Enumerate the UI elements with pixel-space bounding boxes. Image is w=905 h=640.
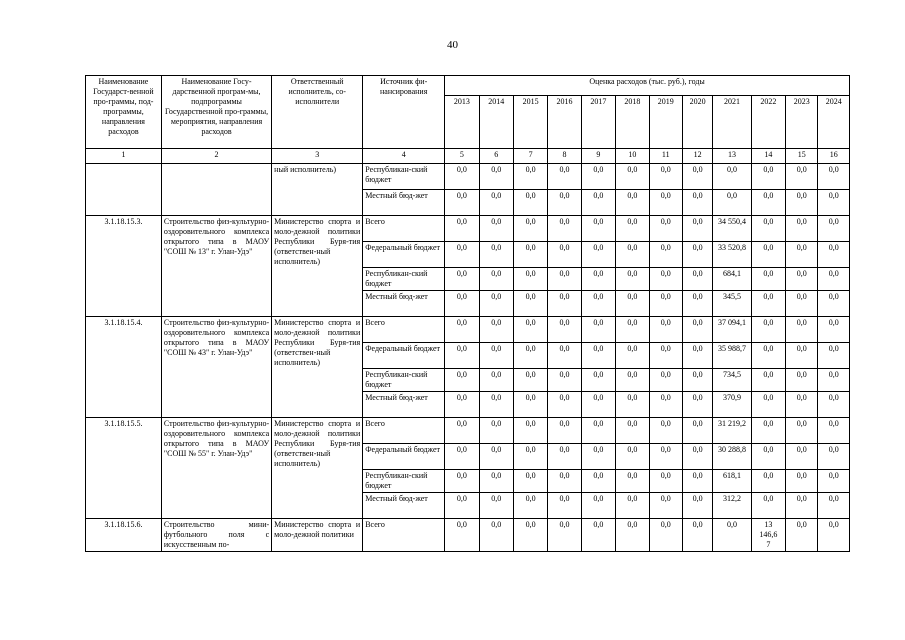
value-cell: 0,0 xyxy=(786,291,818,317)
value-cell: 0,0 xyxy=(649,369,682,392)
header-source: Источник фи-нансирования xyxy=(363,76,445,149)
column-number: 16 xyxy=(818,149,850,164)
source-cell: Республикан-ский бюджет xyxy=(363,268,445,291)
value-cell: 0,0 xyxy=(513,164,547,190)
value-cell: 0,0 xyxy=(581,164,615,190)
column-number: 11 xyxy=(649,149,682,164)
value-cell: 618,1 xyxy=(713,470,751,493)
value-cell: 0,0 xyxy=(616,216,649,242)
value-cell: 0,0 xyxy=(682,392,712,418)
value-cell: 0,0 xyxy=(751,493,785,519)
value-cell: 0,0 xyxy=(479,369,513,392)
header-measure: Наименование Госу-дарственной програм-мы, подпрограммы Государственной про-граммы, мероприятия, направления расходов xyxy=(161,76,271,149)
source-cell: Всего xyxy=(363,418,445,444)
value-cell: 0,0 xyxy=(513,369,547,392)
source-cell: Всего xyxy=(363,317,445,343)
value-cell: 0,0 xyxy=(818,317,850,343)
value-cell: 0,0 xyxy=(548,418,581,444)
value-cell: 0,0 xyxy=(479,493,513,519)
value-cell: 0,0 xyxy=(786,268,818,291)
value-cell: 0,0 xyxy=(818,291,850,317)
value-cell: 0,0 xyxy=(445,444,479,470)
value-cell: 0,0 xyxy=(713,519,751,552)
value-cell: 0,0 xyxy=(445,164,479,190)
source-cell: Всего xyxy=(363,216,445,242)
program-cell xyxy=(86,164,162,216)
value-cell: 0,0 xyxy=(682,369,712,392)
value-cell: 0,0 xyxy=(649,493,682,519)
value-cell: 0,0 xyxy=(548,444,581,470)
source-cell: Местный бюд-жет xyxy=(363,291,445,317)
source-cell: Федеральный бюджет xyxy=(363,444,445,470)
value-cell: 0,0 xyxy=(616,470,649,493)
value-cell: 0,0 xyxy=(682,268,712,291)
value-cell: 0,0 xyxy=(682,343,712,369)
header-year: 2021 xyxy=(713,96,751,149)
value-cell: 0,0 xyxy=(682,291,712,317)
column-number: 6 xyxy=(479,149,513,164)
column-number: 13 xyxy=(713,149,751,164)
value-cell: 0,0 xyxy=(445,369,479,392)
value-cell: 0,0 xyxy=(479,190,513,216)
value-cell: 0,0 xyxy=(818,164,850,190)
value-cell: 0,0 xyxy=(818,369,850,392)
value-cell: 0,0 xyxy=(751,343,785,369)
value-cell: 0,0 xyxy=(616,190,649,216)
value-cell: 0,0 xyxy=(548,470,581,493)
header-year: 2023 xyxy=(786,96,818,149)
value-cell: 0,0 xyxy=(751,369,785,392)
value-cell: 370,9 xyxy=(713,392,751,418)
value-cell: 0,0 xyxy=(616,418,649,444)
column-number: 2 xyxy=(161,149,271,164)
value-cell: 0,0 xyxy=(682,242,712,268)
value-cell: 0,0 xyxy=(818,444,850,470)
value-cell: 0,0 xyxy=(548,317,581,343)
value-cell: 0,0 xyxy=(713,190,751,216)
value-cell: 0,0 xyxy=(445,418,479,444)
value-cell: 0,0 xyxy=(649,444,682,470)
value-cell: 0,0 xyxy=(445,470,479,493)
value-cell: 0,0 xyxy=(751,418,785,444)
value-cell: 0,0 xyxy=(818,216,850,242)
value-cell: 0,0 xyxy=(479,164,513,190)
column-number: 3 xyxy=(272,149,363,164)
value-cell: 0,0 xyxy=(581,268,615,291)
value-cell: 0,0 xyxy=(479,519,513,552)
value-cell: 0,0 xyxy=(445,317,479,343)
value-cell: 0,0 xyxy=(445,291,479,317)
header-row xyxy=(86,76,850,96)
value-cell: 0,0 xyxy=(581,418,615,444)
value-cell: 0,0 xyxy=(513,291,547,317)
value-cell: 0,0 xyxy=(818,493,850,519)
value-cell: 0,0 xyxy=(786,317,818,343)
value-cell: 0,0 xyxy=(479,242,513,268)
value-cell: 30 288,8 xyxy=(713,444,751,470)
header-year: 2016 xyxy=(548,96,581,149)
value-cell: 34 550,4 xyxy=(713,216,751,242)
value-cell: 734,5 xyxy=(713,369,751,392)
header-year: 2013 xyxy=(445,96,479,149)
header-program: Наименование Государст-венной про-граммы, под-программы, направления расходов xyxy=(86,76,162,149)
value-cell: 0,0 xyxy=(548,190,581,216)
value-cell: 0,0 xyxy=(682,418,712,444)
value-cell: 0,0 xyxy=(818,268,850,291)
value-cell: 0,0 xyxy=(581,369,615,392)
value-cell: 0,0 xyxy=(548,164,581,190)
table-row xyxy=(86,519,850,552)
value-cell: 0,0 xyxy=(479,268,513,291)
value-cell: 0,0 xyxy=(445,493,479,519)
value-cell: 0,0 xyxy=(786,190,818,216)
measure-name: Строительство физ-культурно-оздоровительного комплекса открытого типа в МАОУ "СОШ № 43" г. Улан-Удэ" xyxy=(161,317,271,418)
value-cell: 0,0 xyxy=(616,268,649,291)
value-cell: 37 094,1 xyxy=(713,317,751,343)
value-cell: 0,0 xyxy=(818,392,850,418)
budget-table xyxy=(85,75,850,552)
value-cell: 0,0 xyxy=(751,470,785,493)
table-row xyxy=(86,216,850,242)
value-cell: 0,0 xyxy=(581,343,615,369)
value-cell: 0,0 xyxy=(751,242,785,268)
value-cell: 35 988,7 xyxy=(713,343,751,369)
value-cell: 0,0 xyxy=(786,418,818,444)
value-cell: 0,0 xyxy=(513,268,547,291)
value-cell: 0,0 xyxy=(548,268,581,291)
value-cell: 0,0 xyxy=(513,216,547,242)
value-cell: 0,0 xyxy=(818,519,850,552)
value-cell: 0,0 xyxy=(616,519,649,552)
value-cell: 0,0 xyxy=(479,216,513,242)
value-cell: 33 520,8 xyxy=(713,242,751,268)
column-number: 14 xyxy=(751,149,785,164)
value-cell: 0,0 xyxy=(649,317,682,343)
value-cell: 312,2 xyxy=(713,493,751,519)
value-cell: 0,0 xyxy=(682,317,712,343)
source-cell: Местный бюд-жет xyxy=(363,392,445,418)
executor-cell: Министерство спорта и моло-дежной политики Республики Буря-тия (ответствен-ный исполнитель) xyxy=(272,216,363,317)
source-cell: Федеральный бюджет xyxy=(363,242,445,268)
header-year: 2019 xyxy=(649,96,682,149)
value-cell: 0,0 xyxy=(649,418,682,444)
column-number: 4 xyxy=(363,149,445,164)
table-row xyxy=(86,418,850,444)
value-cell: 0,0 xyxy=(818,242,850,268)
value-cell: 0,0 xyxy=(479,470,513,493)
source-cell: Федеральный бюджет xyxy=(363,343,445,369)
value-cell: 0,0 xyxy=(818,190,850,216)
source-cell: Республикан-ский бюджет xyxy=(363,470,445,493)
value-cell: 0,0 xyxy=(751,268,785,291)
value-cell: 0,0 xyxy=(616,444,649,470)
value-cell: 0,0 xyxy=(786,392,818,418)
value-cell: 0,0 xyxy=(445,190,479,216)
value-cell: 0,0 xyxy=(751,291,785,317)
measure-cell xyxy=(161,164,271,216)
value-cell: 0,0 xyxy=(513,343,547,369)
value-cell: 0,0 xyxy=(649,216,682,242)
value-cell: 0,0 xyxy=(818,343,850,369)
value-cell: 0,0 xyxy=(751,164,785,190)
value-cell: 0,0 xyxy=(649,343,682,369)
value-cell: 0,0 xyxy=(581,317,615,343)
value-cell: 0,0 xyxy=(548,216,581,242)
value-cell: 0,0 xyxy=(479,418,513,444)
value-cell: 0,0 xyxy=(786,343,818,369)
value-cell: 0,0 xyxy=(581,392,615,418)
value-cell: 684,1 xyxy=(713,268,751,291)
value-cell: 0,0 xyxy=(682,470,712,493)
value-cell: 0,0 xyxy=(818,418,850,444)
item-code: 3.1.18.15.6. xyxy=(86,519,162,552)
value-cell: 0,0 xyxy=(616,242,649,268)
value-cell: 0,0 xyxy=(445,343,479,369)
source-cell: Местный бюд-жет xyxy=(363,493,445,519)
value-cell: 0,0 xyxy=(548,242,581,268)
value-cell: 0,0 xyxy=(548,343,581,369)
value-cell: 0,0 xyxy=(479,392,513,418)
value-cell: 345,5 xyxy=(713,291,751,317)
value-cell: 0,0 xyxy=(751,392,785,418)
value-cell: 0,0 xyxy=(786,164,818,190)
measure-name: Строительство физ-культурно-оздоровительного комплекса открытого типа в МАОУ "СОШ № 13" г. Улан-Удэ" xyxy=(161,216,271,317)
value-cell: 0,0 xyxy=(649,392,682,418)
table-body xyxy=(86,164,850,552)
value-cell: 0,0 xyxy=(751,190,785,216)
value-cell: 0,0 xyxy=(616,493,649,519)
value-cell: 0,0 xyxy=(751,216,785,242)
source-cell: Республикан-ский бюджет xyxy=(363,369,445,392)
value-cell: 0,0 xyxy=(581,190,615,216)
value-cell: 0,0 xyxy=(616,343,649,369)
value-cell: 0,0 xyxy=(682,216,712,242)
value-cell: 0,0 xyxy=(445,216,479,242)
table-row xyxy=(86,164,850,190)
value-cell: 0,0 xyxy=(513,418,547,444)
value-cell: 0,0 xyxy=(649,242,682,268)
value-cell: 0,0 xyxy=(581,493,615,519)
executor-cell: ный исполнитель) xyxy=(272,164,363,216)
executor-cell: Министерство спорта и моло-дежной политики xyxy=(272,519,363,552)
value-cell: 0,0 xyxy=(786,242,818,268)
value-cell: 0,0 xyxy=(548,291,581,317)
value-cell: 0,0 xyxy=(616,369,649,392)
value-cell: 0,0 xyxy=(649,519,682,552)
value-cell: 0,0 xyxy=(786,369,818,392)
value-cell: 0,0 xyxy=(548,369,581,392)
executor-cell: Министерство спорта и моло-дежной политики Республики Буря-тия (ответствен-ный исполнитель) xyxy=(272,418,363,519)
value-cell: 0,0 xyxy=(818,470,850,493)
column-number: 5 xyxy=(445,149,479,164)
column-number: 9 xyxy=(581,149,615,164)
column-number: 15 xyxy=(786,149,818,164)
value-cell: 0,0 xyxy=(786,216,818,242)
value-cell: 0,0 xyxy=(649,268,682,291)
value-cell: 0,0 xyxy=(479,291,513,317)
header-year: 2015 xyxy=(513,96,547,149)
value-cell: 0,0 xyxy=(513,519,547,552)
value-cell: 0,0 xyxy=(682,444,712,470)
value-cell: 0,0 xyxy=(786,470,818,493)
value-cell: 0,0 xyxy=(682,493,712,519)
value-cell: 31 219,2 xyxy=(713,418,751,444)
header-year: 2014 xyxy=(479,96,513,149)
value-cell: 0,0 xyxy=(751,317,785,343)
value-cell: 0,0 xyxy=(581,519,615,552)
value-cell: 0,0 xyxy=(649,470,682,493)
header-executor: Ответственный исполнитель, со-исполнители xyxy=(272,76,363,149)
header-year: 2020 xyxy=(682,96,712,149)
value-cell: 0,0 xyxy=(513,493,547,519)
value-cell: 0,0 xyxy=(479,343,513,369)
source-cell: Местный бюд-жет xyxy=(363,190,445,216)
value-cell: 0,0 xyxy=(513,190,547,216)
header-year: 2024 xyxy=(818,96,850,149)
value-cell: 0,0 xyxy=(513,392,547,418)
value-cell: 0,0 xyxy=(649,291,682,317)
value-cell: 0,0 xyxy=(581,444,615,470)
column-number: 7 xyxy=(513,149,547,164)
column-number: 12 xyxy=(682,149,712,164)
header-estimate: Оценка расходов (тыс. руб.), годы xyxy=(445,76,850,96)
header-year: 2022 xyxy=(751,96,785,149)
value-cell: 0,0 xyxy=(682,190,712,216)
source-cell: Республикан-ский бюджет xyxy=(363,164,445,190)
value-cell: 0,0 xyxy=(445,519,479,552)
column-number: 1 xyxy=(86,149,162,164)
value-cell: 0,0 xyxy=(786,444,818,470)
value-cell: 13 146,6 7 xyxy=(751,519,785,552)
value-cell: 0,0 xyxy=(682,164,712,190)
value-cell: 0,0 xyxy=(581,470,615,493)
source-cell: Всего xyxy=(363,519,445,552)
value-cell: 0,0 xyxy=(548,519,581,552)
value-cell: 0,0 xyxy=(513,444,547,470)
value-cell: 0,0 xyxy=(751,444,785,470)
value-cell: 0,0 xyxy=(581,216,615,242)
value-cell: 0,0 xyxy=(445,242,479,268)
value-cell: 0,0 xyxy=(548,392,581,418)
value-cell: 0,0 xyxy=(581,291,615,317)
value-cell: 0,0 xyxy=(713,164,751,190)
item-code: 3.1.18.15.5. xyxy=(86,418,162,519)
value-cell: 0,0 xyxy=(548,493,581,519)
value-cell: 0,0 xyxy=(445,268,479,291)
value-cell: 0,0 xyxy=(786,519,818,552)
page-number: 40 xyxy=(447,39,458,51)
measure-name: Строительство мини-футбольного поля с искусственным по- xyxy=(161,519,271,552)
column-number: 10 xyxy=(616,149,649,164)
value-cell: 0,0 xyxy=(513,242,547,268)
value-cell: 0,0 xyxy=(616,317,649,343)
column-number-row xyxy=(86,149,850,164)
value-cell: 0,0 xyxy=(649,164,682,190)
value-cell: 0,0 xyxy=(649,190,682,216)
header-year: 2018 xyxy=(616,96,649,149)
measure-name: Строительство физ-культурно-оздоровительного комплекса открытого типа в МАОУ "СОШ № 55" г. Улан-Удэ" xyxy=(161,418,271,519)
value-cell: 0,0 xyxy=(445,392,479,418)
value-cell: 0,0 xyxy=(616,392,649,418)
value-cell: 0,0 xyxy=(616,291,649,317)
value-cell: 0,0 xyxy=(581,242,615,268)
column-number: 8 xyxy=(548,149,581,164)
value-cell: 0,0 xyxy=(479,317,513,343)
value-cell: 0,0 xyxy=(616,164,649,190)
value-cell: 0,0 xyxy=(786,493,818,519)
item-code: 3.1.18.15.4. xyxy=(86,317,162,418)
header-year: 2017 xyxy=(581,96,615,149)
table-row xyxy=(86,317,850,343)
value-cell: 0,0 xyxy=(513,470,547,493)
executor-cell: Министерство спорта и моло-дежной политики Республики Буря-тия (ответствен-ный исполнитель) xyxy=(272,317,363,418)
value-cell: 0,0 xyxy=(682,519,712,552)
value-cell: 0,0 xyxy=(479,444,513,470)
value-cell: 0,0 xyxy=(513,317,547,343)
item-code: 3.1.18.15.3. xyxy=(86,216,162,317)
